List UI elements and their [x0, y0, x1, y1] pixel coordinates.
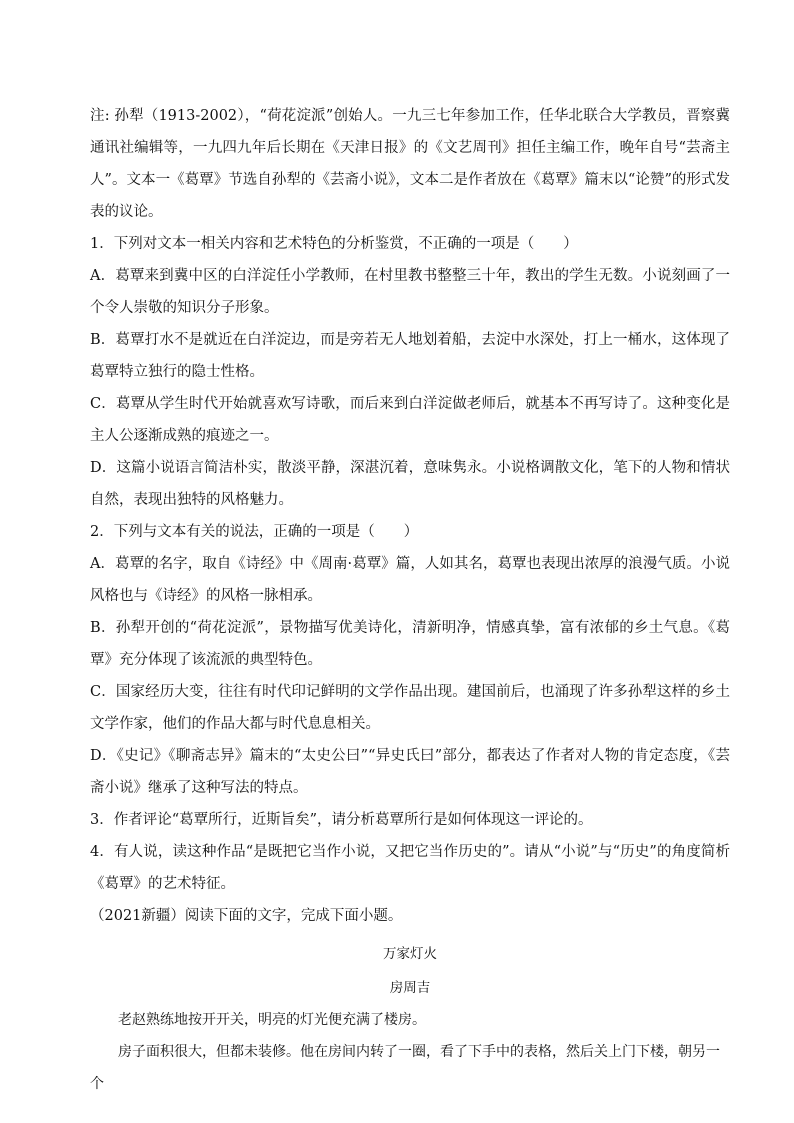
question-1-option-b: B．葛覃打水不是就近在白洋淀边，而是旁若无人地划着船，去淀中水深处，打上一桶水，这体现了葛覃特立独行的隐士性格。: [90, 332, 730, 380]
story-author: 房周吉: [389, 980, 431, 996]
question-2-option-a: A．葛覃的名字，取自《诗经》中《周南·葛覃》篇，人如其名，葛覃也表现出浓厚的浪漫气质。小说风格也与《诗经》的风格一脉相承。: [90, 556, 730, 604]
story-paragraph-2: 房子面积很大，但都未装修。他在房间内转了一圈，看了下手中的表格，然后关上门下楼，朝另一个: [90, 1044, 720, 1092]
document-body: [90, 100, 730, 1100]
question-1-option-c: C．葛覃从学生时代开始就喜欢写诗歌，而后来到白洋淀做老师后，就基本不再写诗了。这种变化是主人公逐渐成熟的痕迹之一。: [90, 396, 730, 444]
question-1-option-a: A．葛覃来到冀中区的白洋淀任小学教师，在村里教书整整三十年，教出的学生无数。小说刻画了一个令人崇敬的知识分子形象。: [90, 268, 730, 316]
question-2-option-b: B．孙犁开创的“荷花淀派”，景物描写优美诗化，清新明净，情感真挚，富有浓郁的乡土气息。《葛覃》充分体现了该流派的典型特色。: [90, 620, 730, 668]
author-note: 注: 孙犁（1913-2002），“荷花淀派”创始人。一九三七年参加工作，任华北联合大学教员，晋察冀通讯社编辑等，一九四九年后长期在《天津日报》的《文艺周刊》担任主编工作，晚年自号“芸斋主人”。文本一《葛覃》节选自孙犁的《芸斋小说》，文本二是作者放在《葛覃》篇末以“论赞”的形式发表的议论。: [90, 108, 730, 220]
question-2-option-c: C．国家经历大变，往往有时代印记鲜明的文学作品出现。建国前后，也涌现了许多孙犁这样的乡土文学作家，他们的作品大都与时代息息相关。: [90, 684, 730, 732]
question-2-option-d: D．《史记》《聊斋志异》篇末的“太史公曰”“异史氏曰”部分，都表达了作者对人物的肯定态度，《芸斋小说》继承了这种写法的特点。: [90, 748, 730, 796]
story-title: 万家灯火: [383, 946, 437, 962]
question-4: 4．有人说，读这种作品“是既把它当作小说，又把它当作历史的”。请从“小说”与“历史”的角度简析《葛覃》的艺术特征。: [90, 844, 730, 892]
question-3: 3．作者评论“葛覃所行，近斯旨矣”，请分析葛覃所行是如何体现这一评论的。: [90, 812, 593, 828]
question-1-stem: 1．下列对文本一相关内容和艺术特色的分析鉴赏，不正确的一项是（ ）: [90, 236, 578, 252]
question-1-option-d: D．这篇小说语言简洁朴实，散淡平静，深湛沉着，意味隽永。小说格调散文化，笔下的人物和情状自然，表现出独特的风格魅力。: [90, 460, 730, 508]
reading-intro: （2021新疆）阅读下面的文字，完成下面小题。: [90, 908, 403, 924]
story-paragraph-1: 老赵熟练地按开开关，明亮的灯光便充满了楼房。: [118, 1012, 426, 1028]
question-2-stem: 2．下列与文本有关的说法，正确的一项是（ ）: [90, 524, 419, 540]
